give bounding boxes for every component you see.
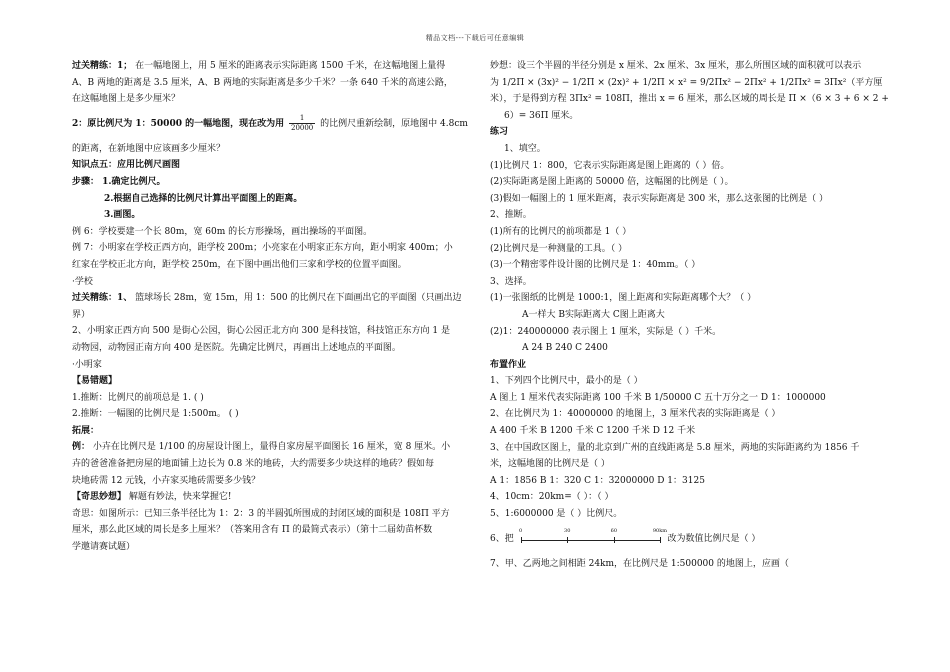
choice-2: (2)1：240000000 表示图上 1 厘米，实际是（ ）千米。 <box>490 326 722 337</box>
school-marker: ·学校 <box>72 276 93 287</box>
homework-1-options: A 图上 1 厘米代表实际距离 100 千米 B 1/50000 C 五十万分之一 D 1：1000000 <box>490 392 826 403</box>
fraction-numerator: 1 <box>289 114 315 124</box>
xiaoming-home-marker: ·小明家 <box>72 359 102 370</box>
extension-text-a: 小卉在比例尺是 1/100 的房屋设计图上，量得自家房屋平面图长 16 厘米，宽 8 厘米。小 <box>92 442 451 453</box>
line-scale-bar <box>521 540 661 541</box>
extension-title: 拓展： <box>72 425 100 436</box>
line-scale-label: 90km <box>652 528 667 535</box>
example-6: 例 6：学校要建一个长 80m，宽 60m 的长方形操场，画出操场的平面图。 <box>72 226 373 237</box>
line-scale-label: 60 <box>610 528 618 535</box>
line-scale-label: 30 <box>564 528 571 535</box>
qisi-text-b: 厘米，那么此区域的周长是多上厘米？（答案用含有 Π 的最简式表示）（第十二届幼苗杯数 <box>72 525 433 536</box>
gg2-text-a: 2、小明家正西方向 500 是街心公园，街心公园正北方向 300 是科技馆，科技馆正东方向 1 是 <box>72 326 450 337</box>
miaoxiang-text-c: 米），于是得到方程 3Πx² = 108Π，推出 x = 6 厘米，那么区域的周长是 Π ×（6 × 3 + 6 × 2 + <box>490 94 889 105</box>
fill-3: (3)假如一幅图上的 1 厘米距离，表示实际距离是 300 米，那么这张图的比例是（ ） <box>490 193 828 204</box>
homework-2-options: A 400 千米 B 1200 千米 C 1200 千米 D 12 千米 <box>490 426 696 437</box>
qisi-text-a: 奇思：如图所示：已知三条半径比为 1：2：3 的半圆弧所围成的封闭区域的面积是 108Π 平方 <box>72 508 450 519</box>
homework-6 <box>490 523 882 556</box>
homework-title: 布置作业 <box>490 359 527 370</box>
fill-1: (1)比例尺 1：800，它表示实际距离是图上距离的（ ）倍。 <box>490 160 730 171</box>
page-header: 精品文档---下载后可任意编辑 <box>425 34 525 42</box>
scale-fraction <box>289 114 315 133</box>
qisi-subtitle: 解题有妙法，快来掌握它! <box>128 492 232 503</box>
q2-text-c: 的距离，在新地图中应该画多少厘米？ <box>72 143 226 154</box>
homework-6-text-a: 6、把 <box>490 533 514 544</box>
right-column <box>490 58 889 572</box>
section-judge: 2、推断。 <box>490 210 532 221</box>
knowledge-point-5: 知识点五：应用比例尺画图 <box>72 160 181 171</box>
practice-text-1: 在一幅地图上，用 5 厘米的距离表示实际距离 1500 千米，在这幅地图上量得 <box>135 61 446 71</box>
gg1-text-a: 篮球场长 28m，宽 15m，用 1：500 的比例尺在下面画出它的平面图（只画出边 <box>135 293 462 304</box>
fraction-denominator: 20000 <box>290 123 314 132</box>
homework-5: 5、1:6000000 是（ ）比例尺。 <box>490 509 623 520</box>
error-prone-title: 【易错题】 <box>72 376 118 387</box>
gg2-text-b: 动物园，动物园正南方向 400 是医院。先确定比例尺，再画出上述地点的平面图。 <box>72 342 401 353</box>
extension-text-b: 卉的爸爸准备把房屋的地面铺上边长为 0.8 米的地砖，大约需要多少块这样的地砖？假如每 <box>72 459 435 470</box>
gg1-label: 过关精练：1、 <box>72 293 133 304</box>
exercise-title: 练习 <box>490 127 509 138</box>
line-scale-label: 0 <box>519 528 523 535</box>
homework-6-text-b: 改为数值比例尺是（ ） <box>667 533 761 544</box>
extension-example-label: 例： <box>72 442 91 453</box>
miaoxiang-text-a: 妙想：设三个半圆的半径分别是 x 厘米、2x 厘米、3x 厘米，那么所围区域的面积就可以表示 <box>490 61 862 71</box>
judge-3: (3)一个精密零件设计图的比例尺是 1：40mm。（ ） <box>490 260 701 271</box>
gg1-line <box>72 290 468 307</box>
choice-2-options: A 24 B 240 C 2400 <box>522 343 608 354</box>
homework-7: 7、甲、乙两地之间相距 24km，在比例尺是 1:500000 的地图上，应画（ <box>490 558 789 569</box>
extension-line-a <box>72 439 468 456</box>
practice-line-3: 在这幅地图上是多少厘米？ <box>72 94 181 105</box>
homework-3-options: A 1：1856 B 1：320 C 1：32000000 D 1：3125 <box>490 475 705 486</box>
error-prone-1: 1.推断：比例尺的前项总是 1. ( ) <box>72 392 204 403</box>
qisi-title-row <box>72 489 468 506</box>
choice-1: (1)一张图纸的比例是 1000:1，图上距离和实际距离哪个大？（ ） <box>490 293 757 304</box>
section-fill: 1、填空。 <box>504 143 546 154</box>
choice-1-options: A一样大 B实际距离大 C图上距离大 <box>522 309 665 320</box>
homework-3-b: 米，这幅地图的比例尺是（ ） <box>490 459 610 470</box>
homework-1: 1、下列四个比例尺中，最小的是（ ） <box>490 376 643 387</box>
line-scale <box>519 528 667 545</box>
q2-line <box>72 108 468 141</box>
error-prone-2: 2.推断：一幅图的比例尺是 1:500m。 ( ) <box>72 409 239 420</box>
homework-4: 4、10cm：20km=（ ）：（ ） <box>490 492 614 503</box>
fill-2: (2)实际距离是图上距离的 50000 倍，这幅图的比例是（ ）。 <box>490 177 734 188</box>
judge-2: (2)比例尺是一种测量的工具。（ ） <box>490 243 628 254</box>
homework-3-a: 3、在中国政区图上，量的北京到广州的直线距离是 5.8 厘米，两地的实际距离约为 1856 千 <box>490 442 860 453</box>
homework-2: 2、在比例尺为 1：40000000 的地图上，3 厘米代表的实际距离是（ ） <box>490 409 781 420</box>
example-7-b: 红家在学校正北方向，距学校 250m，在下图中画出他们三家和学校的位置平面图。 <box>72 259 407 270</box>
q2-text-a: 2：原比例尺为 1：50000 的一幅地图，现在改为用 <box>72 118 285 129</box>
line-scale-tick-90 <box>660 537 661 543</box>
step-1: 1.确定比例尺。 <box>102 176 166 187</box>
q2-text-b: 的比例尺重新绘制，原地图中 4.8cm <box>320 118 468 129</box>
line-scale-tick-0 <box>521 537 522 543</box>
left-column <box>72 58 468 556</box>
miaoxiang-text-b: 为 1/2Π × (3x)² − 1/2Π × (2x)² + 1/2Π × x² = 9/2Πx² − 2Πx² + 1/2Πx² = 3Πx²（平方厘 <box>490 77 883 88</box>
line-scale-tick-60 <box>614 537 615 543</box>
qisi-text-c: 学邀请赛试题） <box>72 542 136 553</box>
extension-text-c: 块地砖需 12 元钱，小卉家买地砖需要多少钱？ <box>72 475 261 486</box>
example-7-a: 例 7：小明家在学校正西方向，距学校 200m；小亮家在小明家正东方向，距小明家 400m；小 <box>72 243 453 254</box>
miaoxiang-text-d: 6）= 36Π 厘米。 <box>504 110 579 121</box>
steps-label: 步骤： <box>72 176 100 187</box>
judge-1: (1)所有的比例尺的前项都是 1（ ） <box>490 226 632 237</box>
section-choice: 3、选择。 <box>490 276 532 287</box>
practice-label: 过关精练：1； <box>72 61 133 71</box>
line-scale-tick-30 <box>567 537 568 543</box>
qisi-title: 【奇思妙想】 <box>72 492 127 503</box>
step-2: 2.根据自己选择的比例尺计算出平面图上的距离。 <box>104 193 303 204</box>
gg1-text-b: 界） <box>72 309 91 320</box>
steps-row <box>72 174 468 191</box>
practice-line-2: A、B 两地的距离是 3.5 厘米，A、B 两地的实际距离是多少千米？一条 640 千米的高速公路， <box>72 77 453 88</box>
practice-line-1 <box>72 58 468 75</box>
step-3: 3.画图。 <box>104 210 141 221</box>
